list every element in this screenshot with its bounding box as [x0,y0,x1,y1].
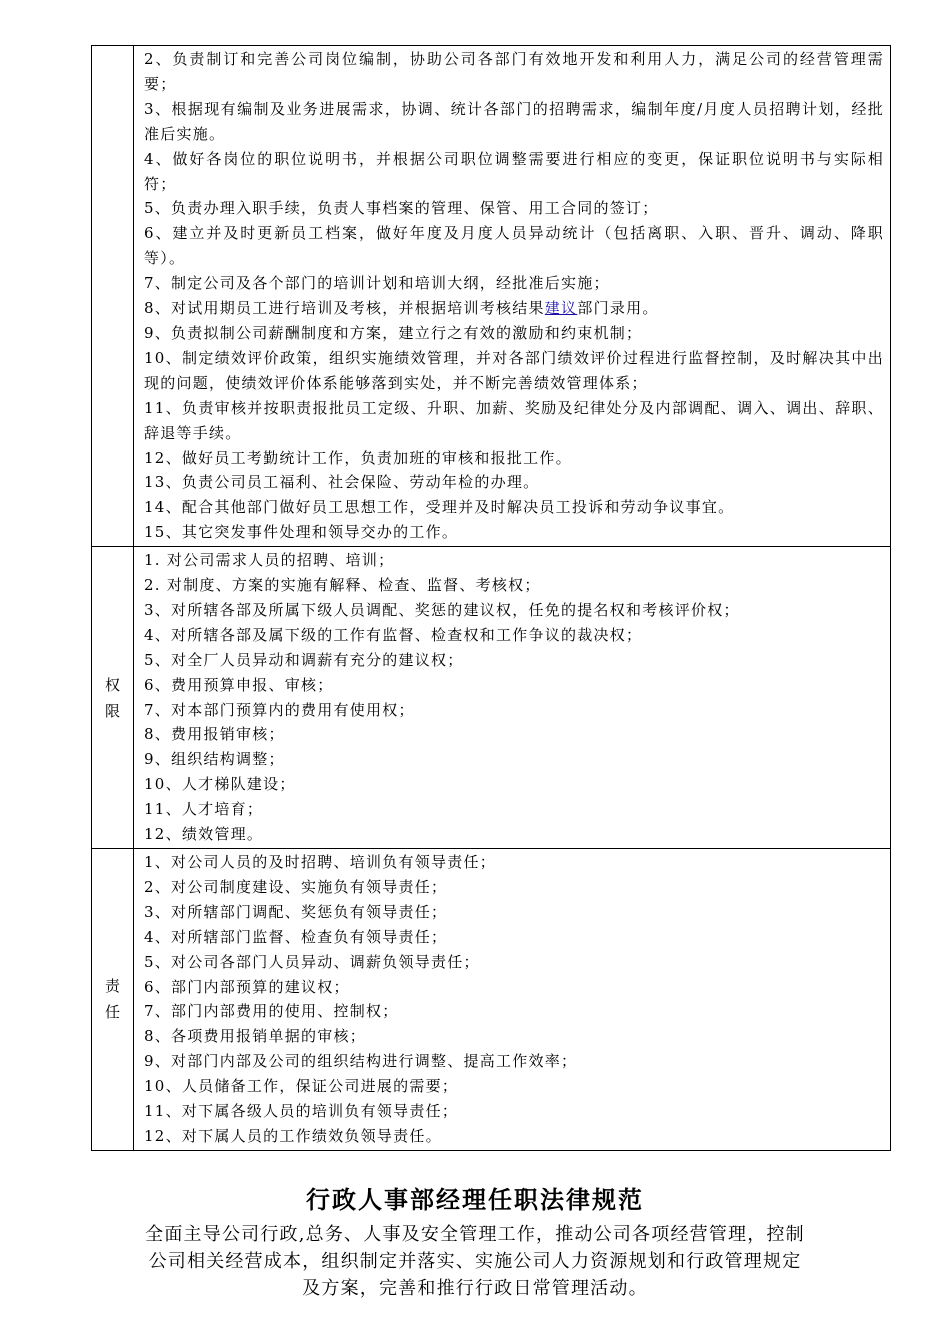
list-item: 8、各项费用报销单据的审核； [144,1027,367,1046]
list-item: 14、配合其他部门做好员工思想工作，受理并及时解决员工投诉和劳动争议事宜。 [144,498,735,517]
section-row [92,46,891,547]
list-item: 4、对所辖部门监督、检查负有领导责任； [144,927,448,946]
list-item: 9、对部门内部及公司的组织结构进行调整、提高工作效率； [144,1052,578,1071]
list-item: 5、对公司各部门人员异动、调薪负领导责任； [144,952,480,971]
section-items-cell [134,547,891,849]
list-item: 5、负责办理入职手续，负责人事档案的管理、保管、用工合同的签订； [144,199,659,218]
list-item: 6、费用预算申报、审核； [144,675,334,694]
section-label-char: 限 [104,701,120,720]
duty-table-body [92,46,891,1151]
list-item: 10、制定绩效评价政策，组织实施绩效管理，并对各部门绩效评价过程进行监督控制，及时解决其中出现的问题，使绩效评价体系能够落到实处，并不断完善绩效管理体系； [144,348,884,392]
list-item [144,296,884,321]
section-label-cell [92,46,134,547]
list-item: 9、组织结构调整； [144,750,285,769]
section-item-list [144,849,884,1150]
list-item: 12、绩效管理。 [144,825,264,844]
list-item: 8、费用报销审核； [144,725,285,744]
list-item-text: 部门录用。 [577,299,659,318]
section-label-cell [92,547,134,849]
section-item-list [144,46,884,546]
section-label [105,672,120,724]
section-label-char: 责 [104,977,120,996]
list-item: 12、做好员工考勤统计工作，负责加班的审核和报批工作。 [144,448,572,467]
list-item: 5、对全厂人员异动和调薪有充分的建议权； [144,650,464,669]
document-title: 行政人事部经理任职法律规范 [306,1185,644,1214]
section-row [92,547,891,849]
section-label-cell [92,849,134,1151]
section-label-char: 权 [104,675,120,694]
list-item: 2. 对制度、方案的实施有解释、检查、监督、考核权； [144,576,541,595]
duty-table [91,45,891,1151]
list-item: 3、根据现有编制及业务进展需求，协调、统计各部门的招聘需求，编制年度/月度人员招聘计划，经批准后实施。 [144,99,884,143]
list-item: 2、负责制订和完善公司岗位编制，协助公司各部门有效地开发和利用人力，满足公司的经营管理需要； [144,50,884,93]
list-item: 3、对所辖各部及所属下级人员调配、奖惩的建议权，任免的提名权和考核评价权； [144,600,740,619]
list-item: 12、对下属人员的工作绩效负领导责任。 [144,1126,442,1145]
list-item: 4、对所辖各部及属下级的工作有监督、检查权和工作争议的裁决权； [144,625,643,644]
suggestion-link[interactable]: 建议 [544,299,578,318]
section-label-char: 任 [104,1003,120,1022]
list-item: 7、部门内部费用的使用、控制权； [144,1002,399,1021]
section-row [92,849,891,1151]
list-item: 11、人才培育； [144,800,264,819]
list-item: 11、对下属各级人员的培训负有领导责任； [144,1102,459,1121]
section-items-cell [134,849,891,1151]
section-items-cell [134,46,891,547]
list-item: 2、对公司制度建设、实施负有领导责任； [144,877,448,896]
list-item: 13、负责公司员工福利、社会保险、劳动年检的办理。 [144,473,540,492]
section-item-list [144,547,884,848]
list-item: 9、负责拟制公司薪酬制度和方案，建立行之有效的激励和约束机制； [144,323,643,342]
document-summary: 全面主导公司行政,总务、人事及安全管理工作，推动公司各项经营管理，控制公司相关经营成本，组织制定并落实、实施公司人力资源规划和行政管理规定及方案，完善和推行行政日常管理活动。 [145,1224,805,1299]
list-item: 3、对所辖部门调配、奖惩负有领导责任； [144,902,448,921]
section-label [105,973,120,1025]
list-item: 7、制定公司及各个部门的培训计划和培训大纲，经批准后实施； [144,274,610,293]
list-item: 1、对公司人员的及时招聘、培训负有领导责任； [144,853,497,871]
list-item: 6、建立并及时更新员工档案，做好年度及月度人员异动统计（包括离职、入职、晋升、调动、降职等）。 [144,224,884,268]
list-item: 11、负责审核并按职责报批员工定级、升职、加薪、奖励及纪律处分及内部调配、调入、调出、辞职、辞退等手续。 [144,398,884,442]
list-item-text: 8、对试用期员工进行培训及考核，并根据培训考核结果 [144,299,545,318]
list-item: 7、对本部门预算内的费用有使用权； [144,700,415,719]
list-item: 6、部门内部预算的建议权； [144,977,350,996]
list-item: 15、其它突发事件处理和领导交办的工作。 [144,523,459,542]
list-item: 4、做好各岗位的职位说明书，并根据公司职位调整需要进行相应的变更，保证职位说明书与实际相符； [144,149,884,193]
list-item: 1. 对公司需求人员的招聘、培训； [144,551,395,570]
list-item: 10、人才梯队建设； [144,775,296,794]
list-item: 10、人员储备工作，保证公司进展的需要； [144,1077,459,1096]
